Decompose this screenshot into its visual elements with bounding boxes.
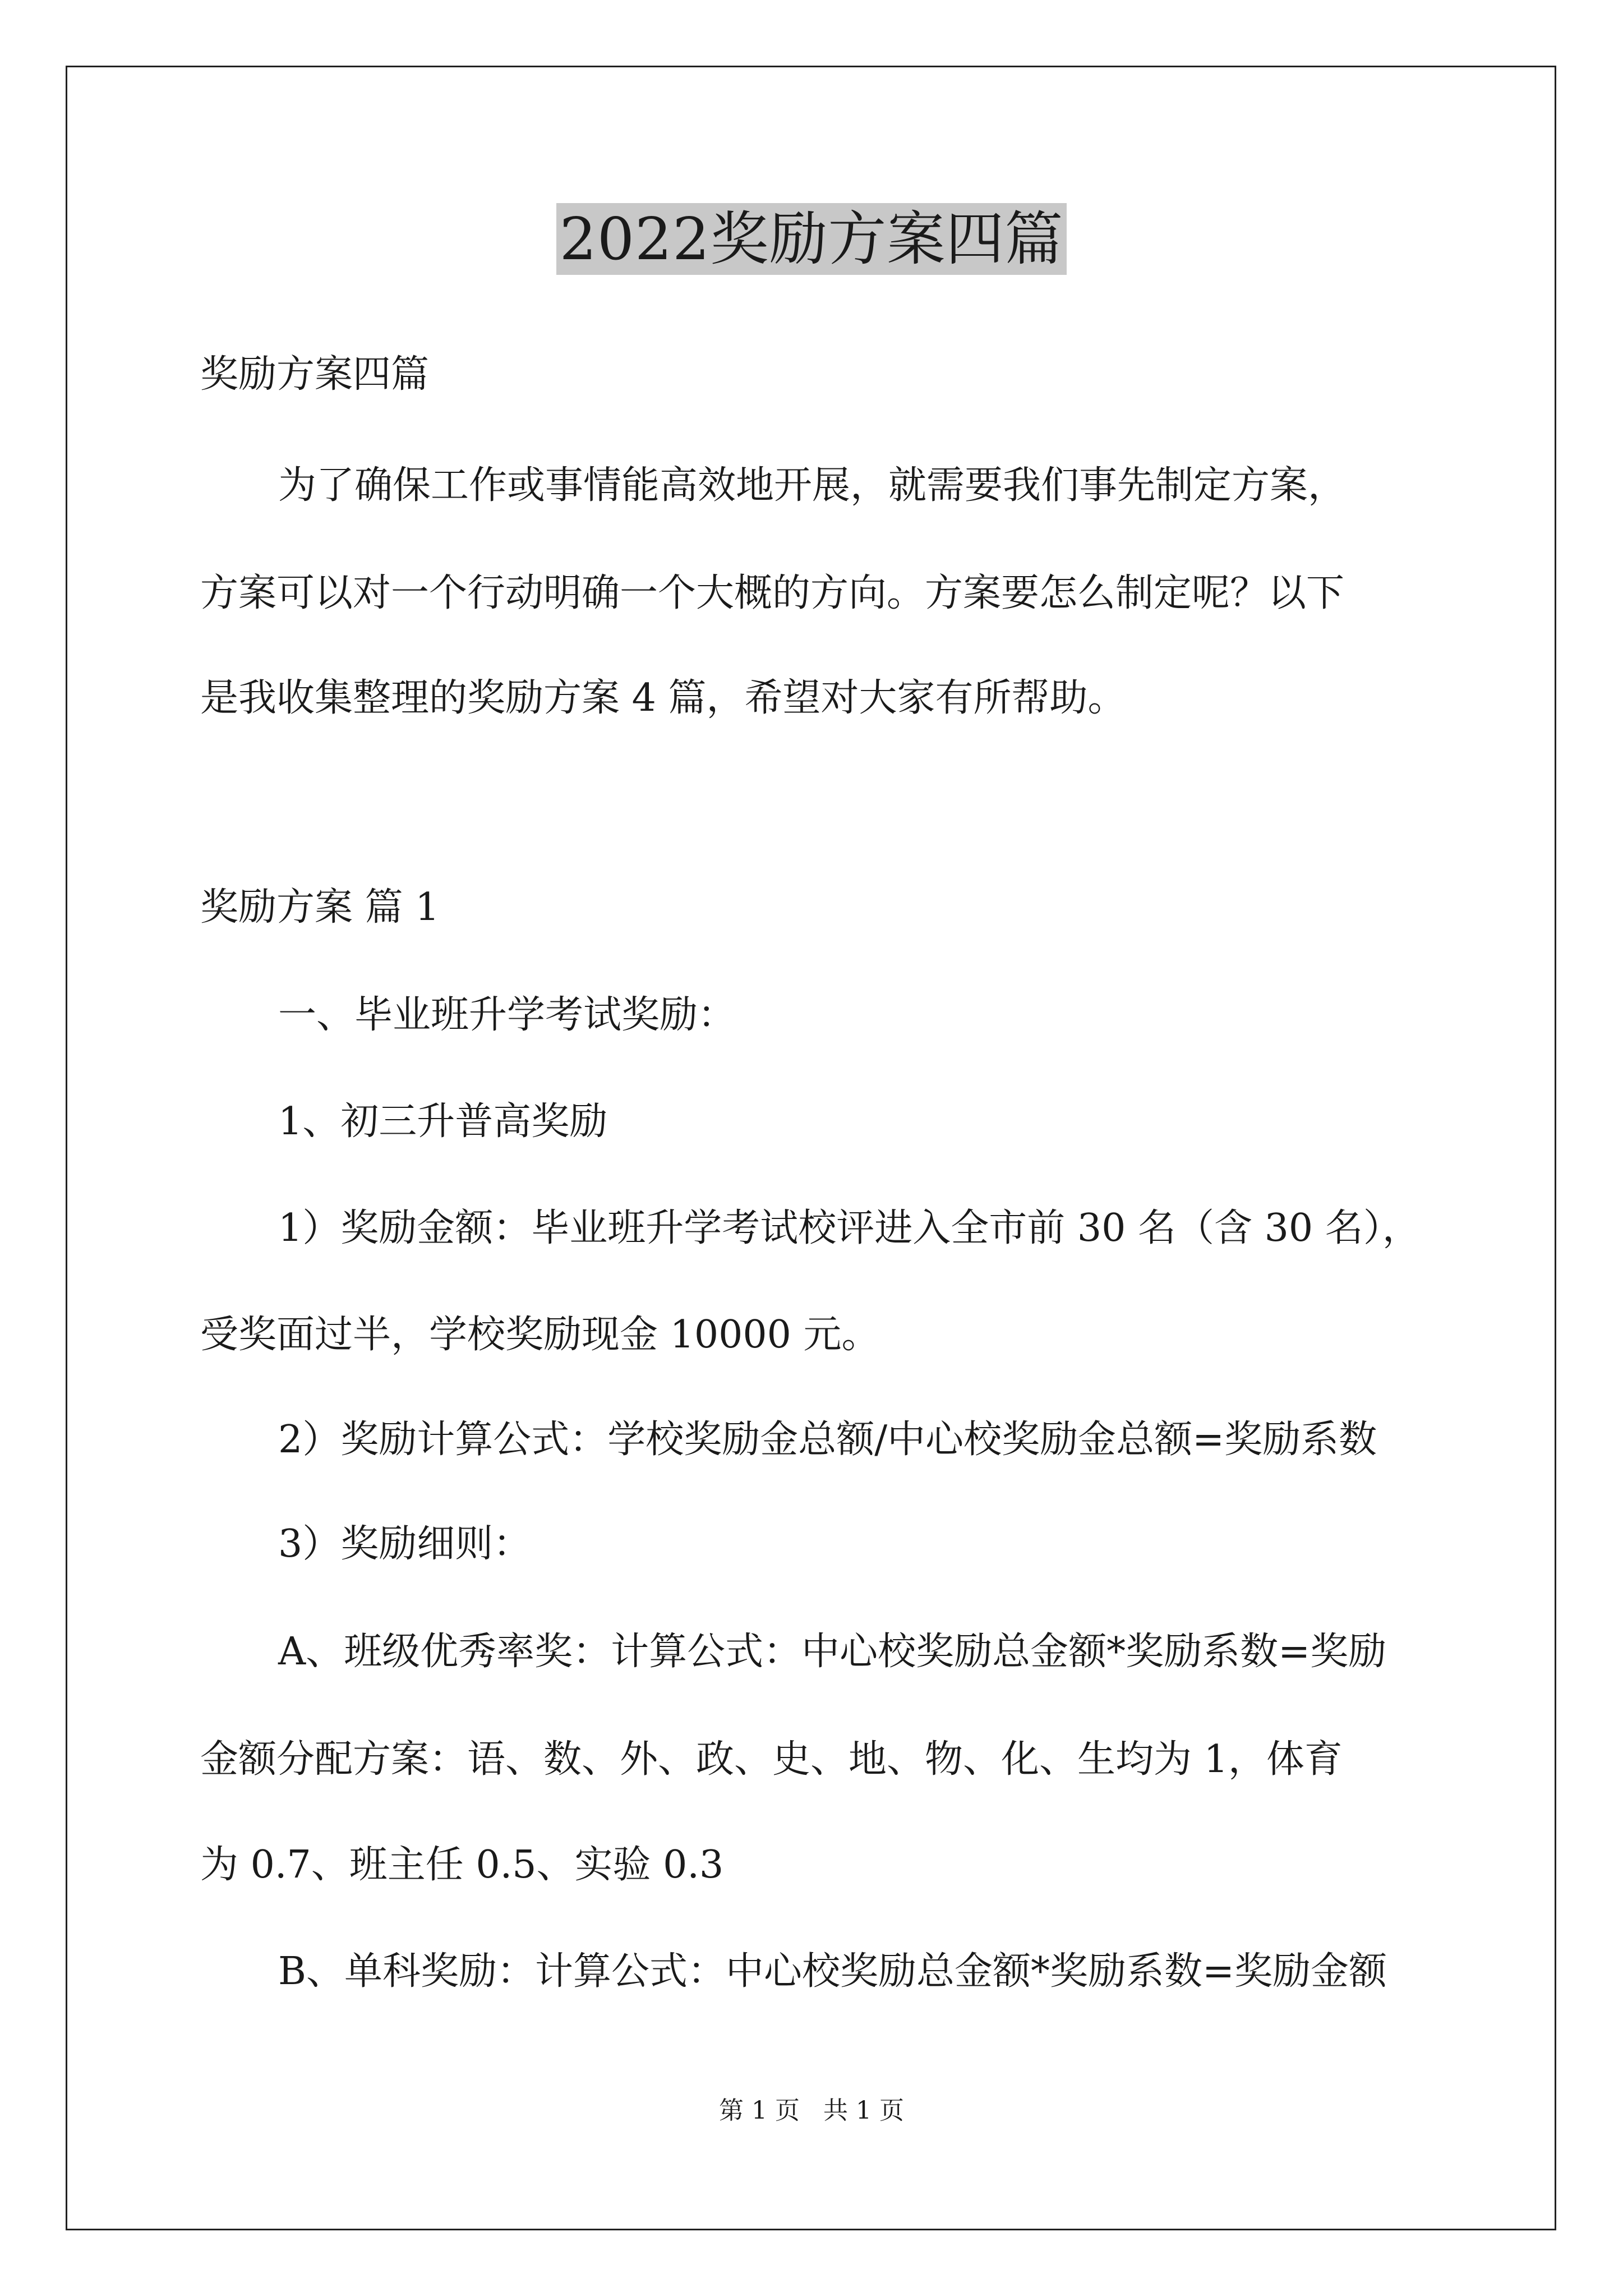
- body-line: A、班级优秀率奖：计算公式：中心校奖励总金额*奖励系数=奖励: [278, 1630, 1387, 1674]
- intro-line-2: 方案可以对一个行动明确一个大概的方向。方案要怎么制定呢？以下: [200, 571, 1345, 615]
- document-title: 2022奖励方案四篇: [556, 203, 1067, 275]
- body-line: 受奖面过半，学校奖励现金 10000 元。: [200, 1313, 880, 1357]
- intro-line-3: 是我收集整理的奖励方案 4 篇，希望对大家有所帮助。: [200, 676, 1126, 720]
- intro-line-1: 为了确保工作或事情能高效地开展，就需要我们事先制定方案，: [278, 463, 1347, 508]
- title-container: [0, 203, 1623, 275]
- body-line: 为 0.7、班主任 0.5、实验 0.3: [200, 1843, 724, 1887]
- body-line: 金额分配方案：语、数、外、政、史、地、物、化、生均为 1，体育: [200, 1737, 1343, 1782]
- page-footer: 第 1 页 共 1 页: [719, 2096, 904, 2125]
- body-line: 3）奖励细则：: [278, 1522, 532, 1566]
- section-heading: 奖励方案 篇 1: [200, 885, 440, 930]
- body-line: B、单科奖励：计算公式：中心校奖励总金额*奖励系数=奖励金额: [278, 1949, 1387, 1994]
- body-line: 1、初三升普高奖励: [278, 1099, 608, 1144]
- subtitle-line: 奖励方案四篇: [200, 352, 430, 397]
- body-line: 一、毕业班升学考试奖励：: [278, 993, 736, 1037]
- body-line: 1）奖励金额：毕业班升学考试校评进入全市前 30 名（含 30 名），: [278, 1206, 1421, 1250]
- body-line: 2）奖励计算公式：学校奖励金总额/中心校奖励金总额=奖励系数: [278, 1418, 1377, 1462]
